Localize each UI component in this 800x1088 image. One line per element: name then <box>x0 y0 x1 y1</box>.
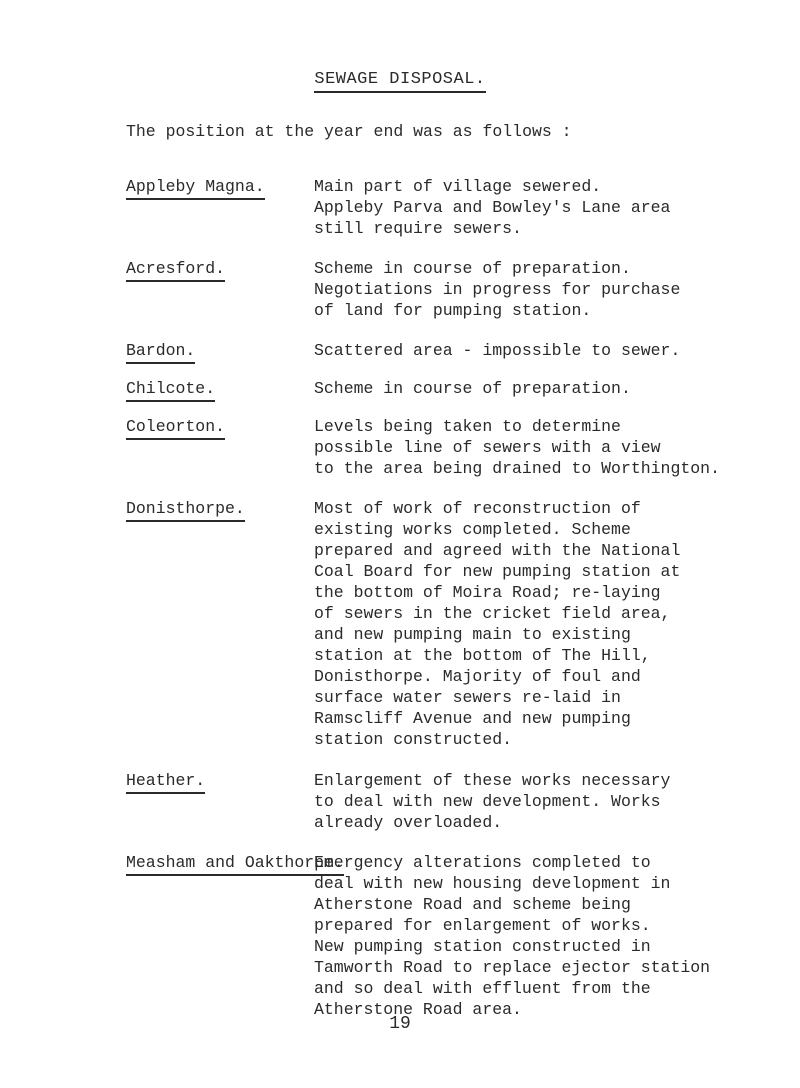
description-line: Ramscliff Avenue and new pumping <box>314 709 631 728</box>
description-line: still require sewers. <box>314 219 522 238</box>
entry-description <box>314 378 631 399</box>
description-line: surface water sewers re-laid in <box>314 688 621 707</box>
description-line: and new pumping main to existing <box>314 625 631 644</box>
description-line: Emergency alterations completed to <box>314 853 651 872</box>
entry-description <box>314 852 710 1020</box>
entry-description <box>314 416 720 479</box>
page-title <box>0 70 800 89</box>
description-line: Tamworth Road to replace ejector station <box>314 958 711 977</box>
description-line: Negotiations in progress for purchase <box>314 280 681 299</box>
description-line: prepared for enlargement of works. <box>314 916 651 935</box>
description-line: prepared and agreed with the National <box>314 541 681 560</box>
entry-description <box>314 176 670 239</box>
description-line: Main part of village sewered. <box>314 177 602 196</box>
description-line: to deal with new development. Works <box>314 792 661 811</box>
description-line: the bottom of Moira Road; re-laying <box>314 583 661 602</box>
intro-text: The position at the year end was as follows : <box>126 122 572 141</box>
description-line: Levels being taken to determine <box>314 417 621 436</box>
description-line: Coal Board for new pumping station at <box>314 562 681 581</box>
description-line: to the area being drained to Worthington. <box>314 459 720 478</box>
place-name: Appleby Magna. <box>126 176 265 200</box>
place-name: Acresford. <box>126 258 225 282</box>
description-line: of sewers in the cricket field area, <box>314 604 671 623</box>
description-line: existing works completed. Scheme <box>314 520 631 539</box>
description-line: New pumping station constructed in <box>314 937 651 956</box>
description-line: station at the bottom of The Hill, <box>314 646 651 665</box>
entry-description <box>314 770 670 833</box>
description-line: Atherstone Road and scheme being <box>314 895 631 914</box>
description-line: Donisthorpe. Majority of foul and <box>314 667 641 686</box>
place-name: Measham and Oakthorpe. <box>126 852 344 876</box>
description-line: Scattered area - impossible to sewer. <box>314 341 681 360</box>
description-line: Scheme in course of preparation. <box>314 259 631 278</box>
description-line: Scheme in course of preparation. <box>314 379 631 398</box>
place-name: Chilcote. <box>126 378 215 402</box>
description-line: Most of work of reconstruction of <box>314 499 641 518</box>
place-name: Donisthorpe. <box>126 498 245 522</box>
entry-description <box>314 258 680 321</box>
description-line: and so deal with effluent from the <box>314 979 651 998</box>
description-line: Enlargement of these works necessary <box>314 771 671 790</box>
entry-description <box>314 498 680 750</box>
description-line: of land for pumping station. <box>314 301 592 320</box>
page-title-text: SEWAGE DISPOSAL. <box>314 70 485 93</box>
place-name: Heather. <box>126 770 205 794</box>
entry-description <box>314 340 680 361</box>
description-line: deal with new housing development in <box>314 874 671 893</box>
place-name: Bardon. <box>126 340 195 364</box>
page-number: 19 <box>389 1014 411 1034</box>
description-line: Atherstone Road area. <box>314 1000 522 1019</box>
description-line: Appleby Parva and Bowley's Lane area <box>314 198 671 217</box>
place-name: Coleorton. <box>126 416 225 440</box>
description-line: already overloaded. <box>314 813 503 832</box>
description-line: possible line of sewers with a view <box>314 438 661 457</box>
description-line: station constructed. <box>314 730 513 749</box>
